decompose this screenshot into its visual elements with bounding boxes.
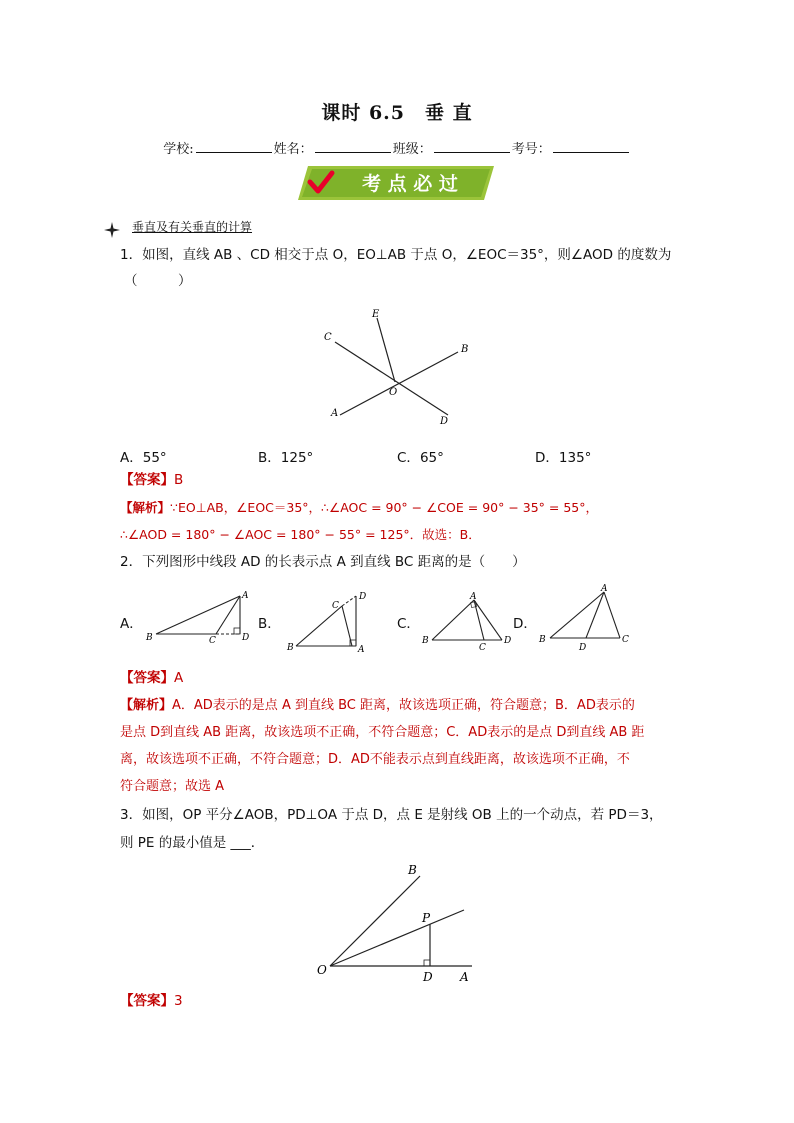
question-1-bracket: （ ） xyxy=(124,273,192,289)
label-P: P xyxy=(422,911,431,925)
q1-option-b[interactable]: B．125° xyxy=(258,450,314,466)
svg-text:C: C xyxy=(332,601,339,611)
svg-text:C: C xyxy=(622,635,629,645)
svg-text:A: A xyxy=(358,645,365,655)
sparkle-icon xyxy=(104,222,120,238)
label-A: A xyxy=(460,970,469,984)
q2-answer: 【答案】A xyxy=(120,670,184,686)
question-1-text: 1．如图，直线 AB 、CD 相交于点 O，EO⊥AB 于点 O，∠EOC＝35°，则∠AOD 的度数为 xyxy=(120,247,672,263)
svg-text:B: B xyxy=(422,636,429,646)
q1-option-c[interactable]: C．65° xyxy=(397,450,444,466)
name-blank xyxy=(315,140,391,153)
q3-answer: 【答案】3 xyxy=(120,993,183,1009)
page-title: 课时 6.5 垂 直 xyxy=(321,102,473,124)
label-E: E xyxy=(372,309,380,320)
question-2-text: 2．下列图形中线段 AD 的长表示点 A 到直线 BC 距离的是（ ） xyxy=(120,554,526,570)
label-O: O xyxy=(317,963,327,977)
class-blank xyxy=(434,140,510,153)
school-blank xyxy=(196,140,272,153)
q2-figure-b xyxy=(282,586,372,654)
svg-text:D: D xyxy=(359,592,367,602)
label-C: C xyxy=(324,332,332,343)
svg-text:A: A xyxy=(470,592,477,602)
q1-option-d[interactable]: D．135° xyxy=(535,450,592,466)
banner-text: 考 点 必 过 xyxy=(362,173,458,195)
q2-figure-c xyxy=(420,590,510,652)
svg-text:B: B xyxy=(146,633,153,643)
question-3-text-line-2: 则 PE 的最小值是 ___． xyxy=(120,835,265,851)
q2-analysis-line-4: 符合题意；故选 A xyxy=(120,779,225,794)
svg-text:A: A xyxy=(242,591,249,601)
svg-text:C: C xyxy=(479,643,486,653)
q2-option-c[interactable]: C． xyxy=(397,616,420,632)
school-label: 学校: xyxy=(163,142,194,157)
svg-text:A: A xyxy=(601,584,608,594)
question-3-text-line-1: 3．如图，OP 平分∠AOB，PD⊥OA 于点 D，点 E 是射线 OB 上的一个动点，若 PD＝3， xyxy=(120,807,663,823)
q1-answer: 【答案】B xyxy=(120,472,184,488)
label-B: B xyxy=(461,344,469,355)
section-title: 垂直及有关垂直的计算 xyxy=(132,220,253,234)
label-D: D xyxy=(440,416,449,427)
svg-text:D: D xyxy=(504,636,512,646)
label-B: B xyxy=(408,863,417,877)
name-label: 姓名： xyxy=(273,142,313,157)
q2-option-d[interactable]: D． xyxy=(513,616,537,632)
q2-figure-a xyxy=(142,586,258,644)
number-label: 考号： xyxy=(511,142,551,157)
label-A: A xyxy=(331,408,339,419)
q2-option-b[interactable]: B． xyxy=(258,616,281,632)
q1-analysis-line-2: ∴∠AOD = 180° − ∠AOC = 180° − 55° = 125°．故选：B． xyxy=(120,527,481,542)
q2-analysis-line-1: 【解析】A．AD表示的是点 A 到直线 BC 距离，故该选项正确，符合题意；B．AD表示的 xyxy=(120,698,635,713)
svg-text:B: B xyxy=(287,643,294,653)
q2-figure-d xyxy=(536,582,636,654)
q1-analysis-line-1: 【解析】∵EO⊥AB，∠EOC＝35°，∴∠AOC = 90° − ∠COE = 90° − 35° = 55°， xyxy=(120,500,599,515)
label-O: O xyxy=(389,387,398,398)
q2-option-a[interactable]: A． xyxy=(120,616,143,632)
svg-text:D: D xyxy=(579,643,587,653)
number-blank xyxy=(553,140,629,153)
kaodian-banner xyxy=(298,166,494,200)
q2-analysis-line-3: 离，故该选项不正确，不符合题意；D．AD不能表示点到直线距离，故该选项不正确，不 xyxy=(120,752,630,767)
svg-text:C: C xyxy=(209,636,216,646)
question-1-figure xyxy=(320,300,490,435)
svg-text:D: D xyxy=(242,633,250,643)
label-D: D xyxy=(423,970,433,984)
svg-text:B: B xyxy=(539,635,546,645)
q2-analysis-line-2: 是点 D到直线 AB 距离，故该选项不正确，不符合题意；C．AD表示的是点 D到直线 AB 距 xyxy=(120,725,645,740)
q1-option-a[interactable]: A．55° xyxy=(120,450,167,466)
question-3-figure xyxy=(312,856,482,988)
student-info-line xyxy=(0,138,794,157)
class-label: 班级： xyxy=(392,142,432,157)
